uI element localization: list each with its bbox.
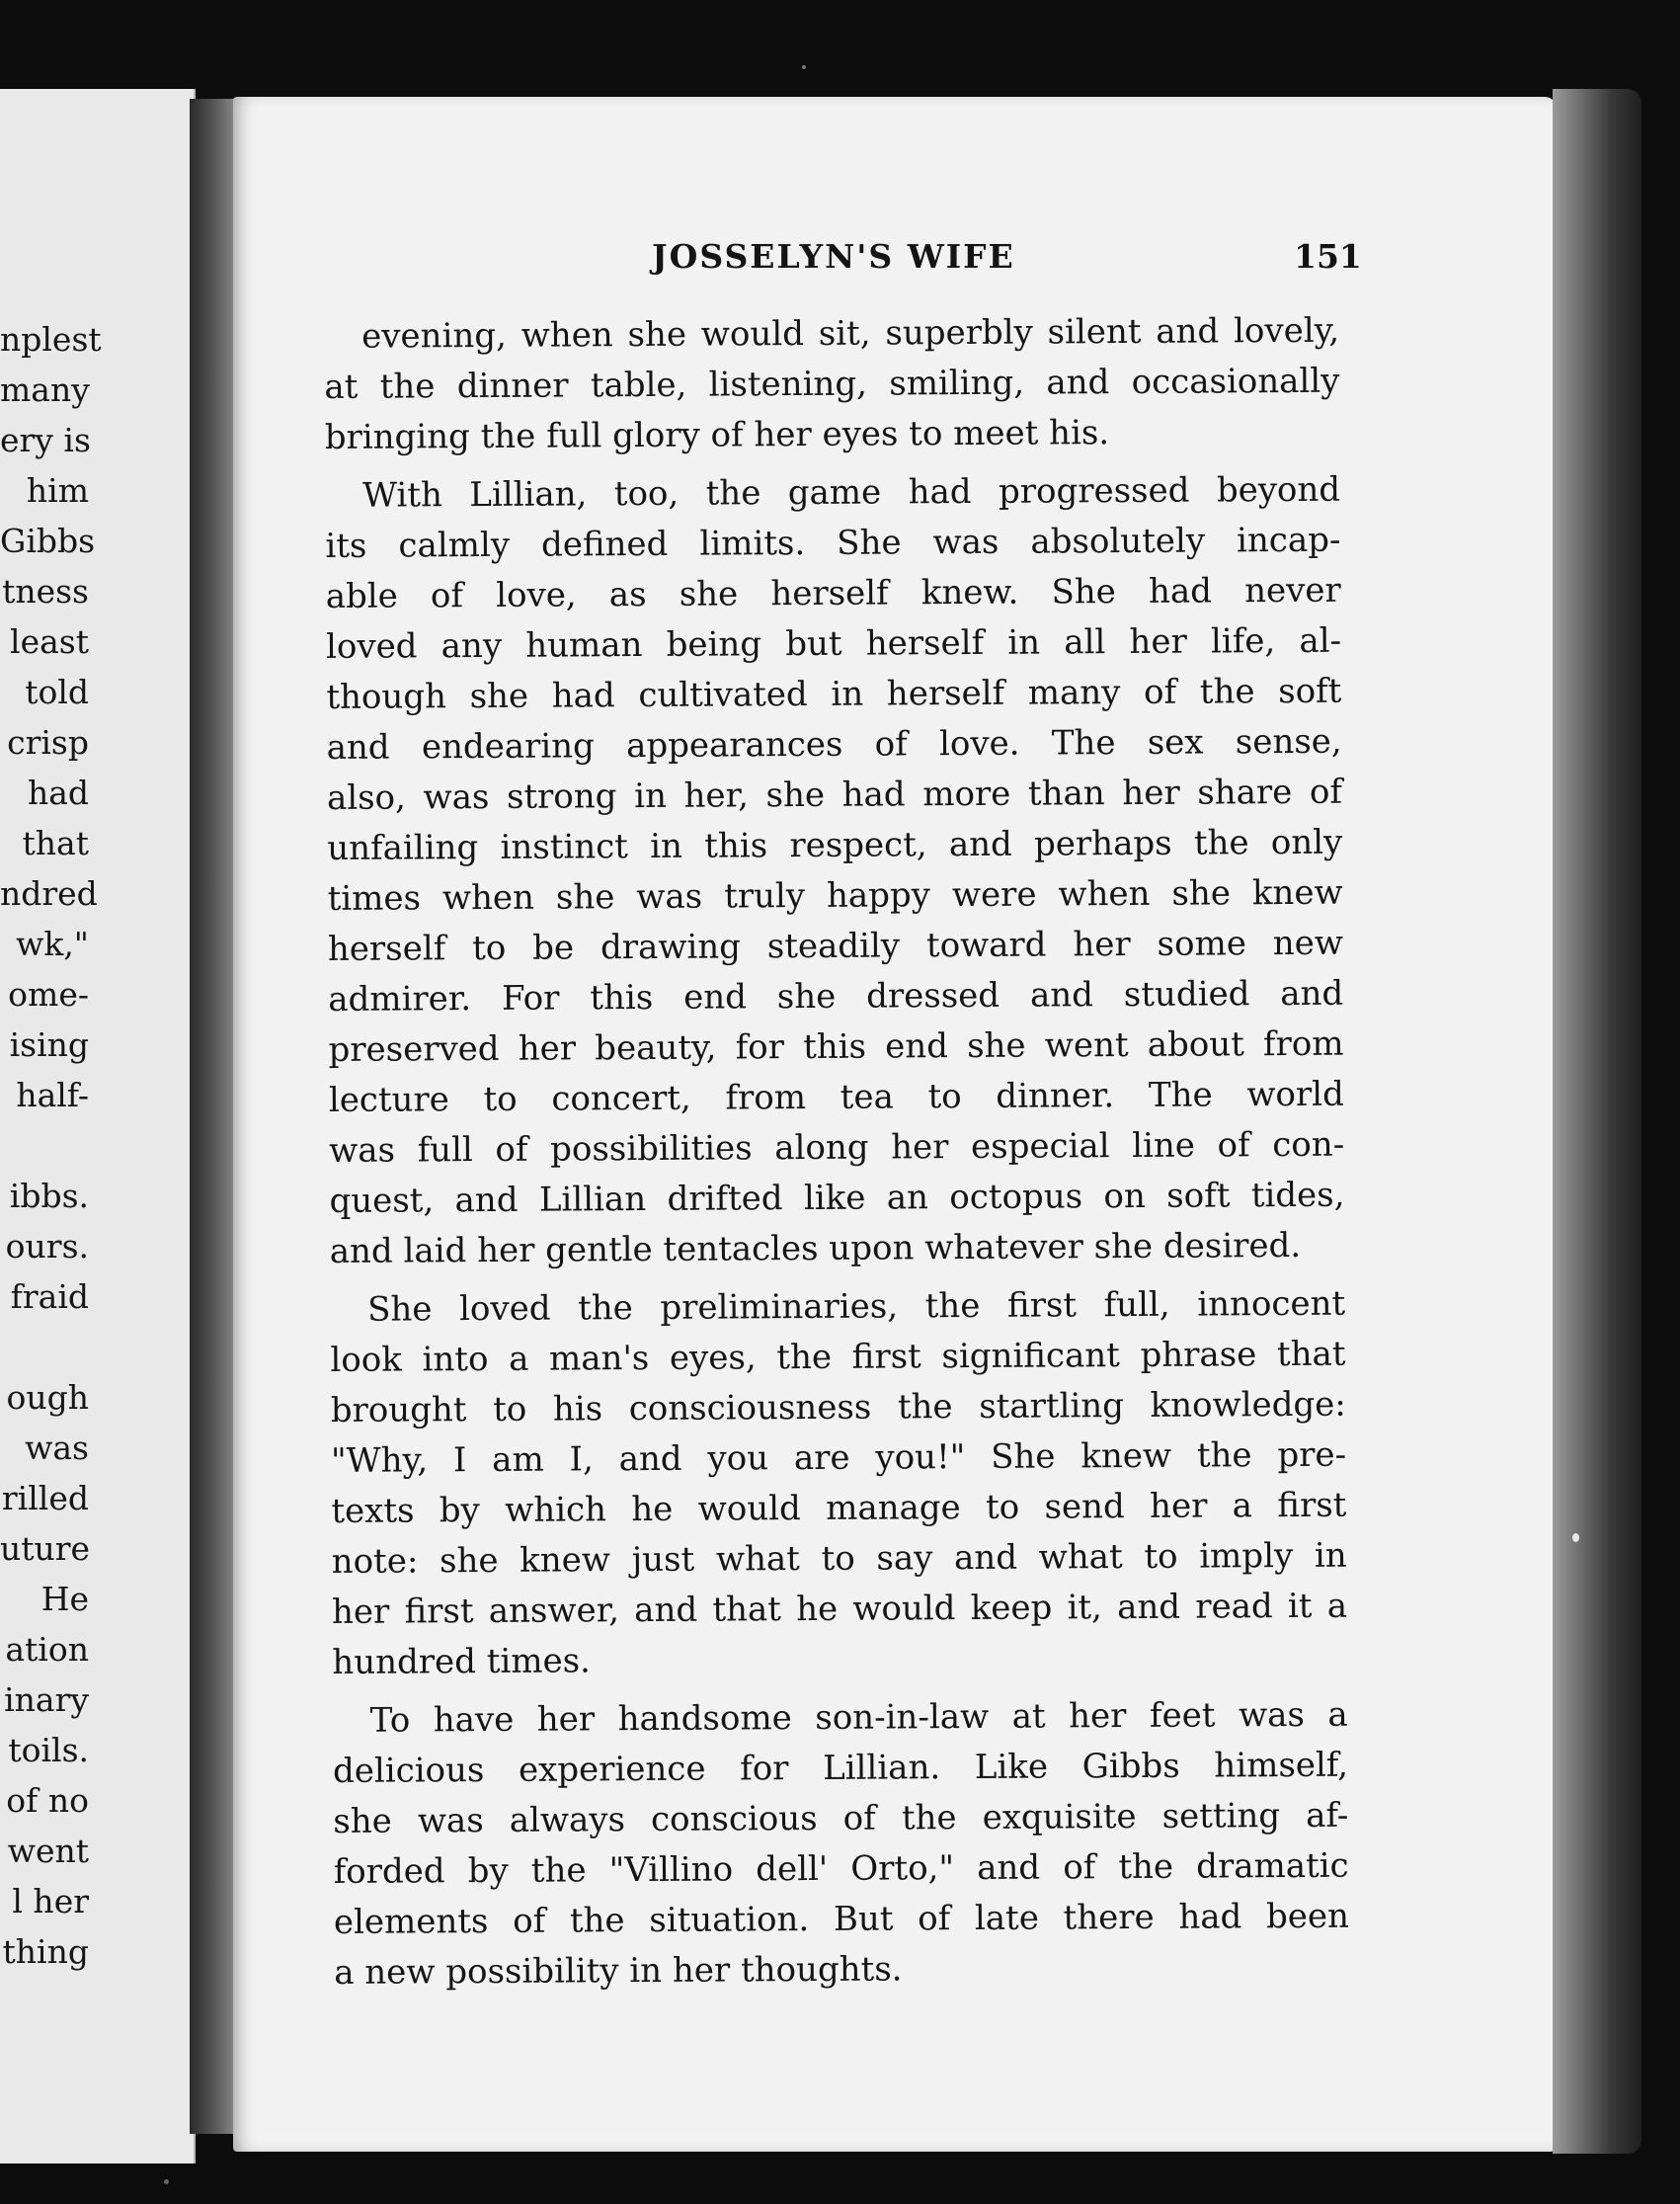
facing-page-line: rilled: [1, 1479, 89, 1517]
facing-page-line: inary: [4, 1680, 89, 1719]
facing-page-line: him: [26, 471, 89, 510]
facing-page-line: ation: [5, 1630, 89, 1669]
text-line: look into a man's eyes, the first significant phrase that: [330, 1334, 1346, 1380]
text-line: a new possibility in her thoughts.: [334, 1949, 903, 1993]
text-line: elements of the situation. But of late there had been: [333, 1896, 1350, 1942]
running-head: [233, 237, 1557, 296]
text-line: herself to be drawing steadily toward her some new: [327, 923, 1344, 969]
page-block-edge: [1553, 89, 1641, 2154]
text-line: was full of possibilities along her especial line of con-: [329, 1124, 1345, 1171]
facing-page-line: ndred: [0, 874, 98, 913]
running-head-title: JOSSELYN'S WIFE: [652, 237, 1015, 276]
text-line: its calmly defined limits. She was absolutely incap-: [325, 520, 1341, 566]
facing-page-line: ibbs.: [9, 1177, 89, 1215]
page-151: [233, 97, 1557, 2152]
text-line: and endearing appearances of love. The sex sense,: [326, 721, 1342, 768]
text-line: lecture to concert, from tea to dinner. The world: [328, 1074, 1344, 1120]
facing-page-line: wk,": [16, 925, 89, 963]
facing-page-line: l her: [12, 1882, 89, 1920]
facing-page-line: He: [40, 1580, 89, 1618]
facing-page-line: ough: [6, 1378, 89, 1417]
text-line: To have her handsome son-in-law at her feet was a: [369, 1694, 1348, 1741]
text-line: brought to his consciousness the startling knowledge:: [330, 1384, 1346, 1430]
text-line: her first answer, and that he would keep it, and read it a: [331, 1586, 1348, 1632]
text-line: though she had cultivated in herself many of the soft: [326, 671, 1342, 717]
scan-speck: [1572, 1533, 1579, 1542]
text-line: She loved the preliminaries, the first full, innocent: [367, 1283, 1346, 1330]
facing-page-line: told: [25, 673, 89, 711]
facing-page-line: ours.: [5, 1227, 89, 1265]
facing-page-line: crisp: [7, 723, 89, 762]
text-line: she was always conscious of the exquisite setting af-: [333, 1795, 1349, 1841]
facing-page-line: thing: [2, 1932, 89, 1971]
text-line: able of love, as she herself knew. She had never: [325, 570, 1341, 616]
text-line: texts by which he would manage to send her a first: [331, 1485, 1347, 1531]
facing-page-line: had: [27, 774, 89, 812]
facing-page-line: least: [10, 622, 89, 661]
text-line: "Why, I am I, and you are you!" She knew the pre-: [330, 1434, 1347, 1481]
facing-page-line: ising: [9, 1025, 89, 1064]
text-line: note: she knew just what to say and what to imply in: [331, 1535, 1347, 1582]
facing-page-line: many: [0, 370, 90, 409]
text-line: loved any human being but herself in all her life, al-: [325, 620, 1342, 667]
scan-speck: [802, 65, 806, 69]
text-line: unfailing instinct in this respect, and perhaps the only: [327, 822, 1343, 868]
facing-page-left: [0, 89, 196, 2163]
paragraph: [333, 1690, 1350, 1999]
text-line: forded by the "Villino dell' Orto," and of the dramatic: [333, 1845, 1349, 1892]
paragraph: [324, 306, 1340, 463]
facing-page-line: [0, 1322, 89, 1372]
text-line: quest, and Lillian drifted like an octopus on soft tides,: [329, 1175, 1345, 1221]
facing-page-line: [0, 1120, 89, 1171]
facing-page-line: ome-: [8, 975, 89, 1014]
book-gutter: [190, 99, 237, 2134]
text-line: evening, when she would sit, superbly silent and lovely,: [361, 310, 1340, 357]
text-line: also, was strong in her, she had more than her share of: [326, 772, 1343, 818]
text-line: times when she was truly happy were when she knew: [327, 872, 1343, 919]
text-line: delicious experience for Lillian. Like Gibbs himself,: [332, 1745, 1349, 1791]
facing-page-line: half-: [16, 1076, 89, 1114]
paragraph: [330, 1279, 1347, 1688]
body-text: [324, 306, 1349, 1999]
text-line: at the dinner table, listening, smiling, and occasionally: [324, 361, 1340, 407]
facing-page-line: tness: [2, 572, 89, 611]
facing-page-line: ery is: [0, 421, 91, 459]
text-line: bringing the full glory of her eyes to meet his.: [324, 413, 1110, 457]
facing-page-line: Gibbs: [0, 522, 96, 560]
scan-speck: [164, 2179, 169, 2184]
facing-page-line: uture: [0, 1529, 91, 1568]
text-line: preserved her beauty, for this end she went about from: [328, 1023, 1344, 1070]
text-line: and laid her gentle tentacles upon whatever she desired.: [329, 1225, 1302, 1271]
page-number: 151: [1294, 237, 1362, 276]
paragraph: [325, 465, 1345, 1277]
facing-page-line: of no: [6, 1781, 89, 1820]
text-line: admirer. For this end she dressed and studied and: [328, 973, 1344, 1020]
facing-page-line: that: [22, 824, 89, 862]
facing-page-text-fragments: [0, 314, 102, 1977]
facing-page-line: fraid: [10, 1277, 89, 1316]
facing-page-line: toils.: [8, 1731, 89, 1769]
facing-page-line: went: [7, 1832, 89, 1870]
text-line: With Lillian, too, the game had progressed beyond: [362, 469, 1341, 516]
text-line: hundred times.: [332, 1641, 592, 1682]
facing-page-line: was: [25, 1429, 89, 1467]
facing-page-line: nplest: [0, 320, 102, 359]
